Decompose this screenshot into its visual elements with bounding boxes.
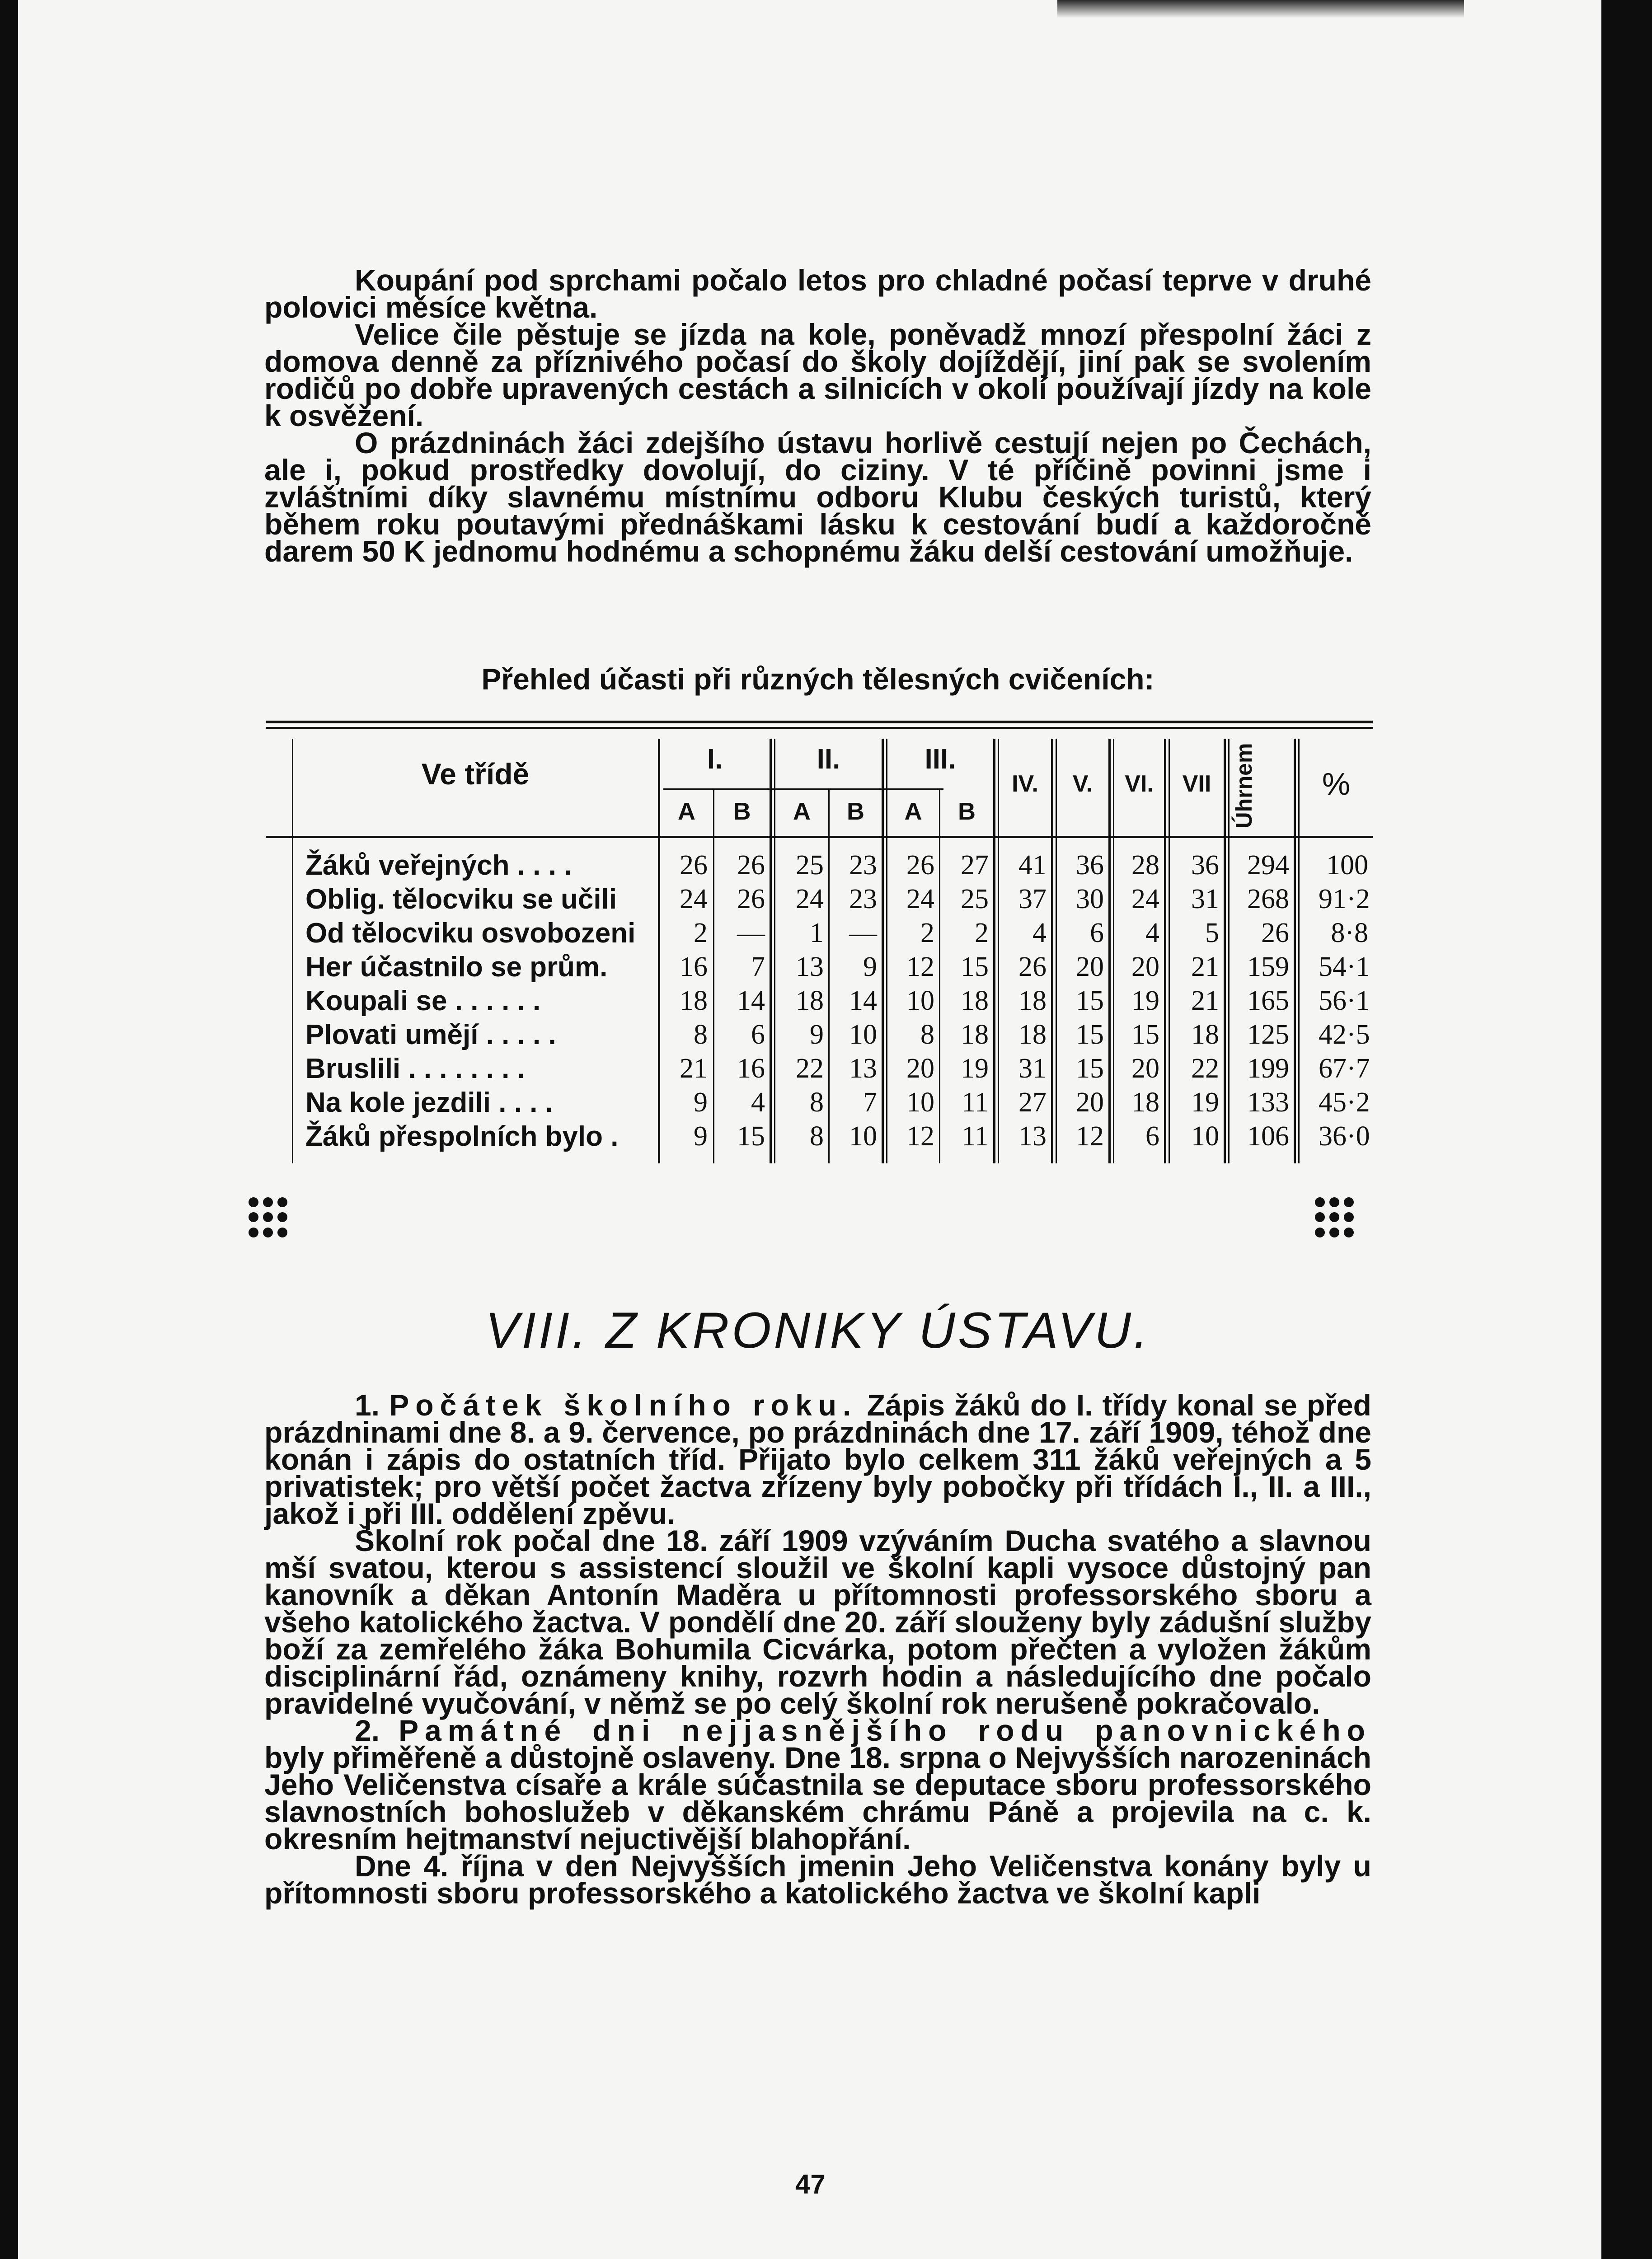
table-cell: 4 [1032, 918, 1047, 948]
table-cell: 56·1 [1319, 985, 1370, 1016]
table-cell: 45·2 [1319, 1087, 1370, 1118]
table-cell: 14 [737, 985, 765, 1016]
table-cell: 18 [1191, 1019, 1219, 1050]
section-2-number: 2. [355, 1714, 380, 1747]
table-cell: 13 [796, 951, 824, 982]
table-cell: 8·8 [1331, 918, 1368, 948]
table-cell: 15 [1076, 1019, 1104, 1050]
table-cell: 18 [961, 985, 989, 1016]
section-2-paragraph-2: Dne 4. října v den Nejvyšších jmenin Jeho Veličenstva konány byly u přítomnosti sboru professorského a katolického žactva ve školní kapli [264, 1849, 1371, 1910]
row-label: Oblig. tělocviku se učili [305, 884, 617, 915]
table-cell: 106 [1247, 1121, 1289, 1152]
table-cell: 26 [737, 884, 765, 914]
table-cell: 125 [1247, 1019, 1289, 1050]
table-cell: 21 [1191, 985, 1219, 1016]
header-total: Úhrnem [1231, 743, 1257, 829]
table-cell: 16 [680, 951, 708, 982]
table-cell: 19 [1131, 985, 1159, 1016]
table-cell: 268 [1247, 884, 1289, 914]
col-rule [770, 739, 772, 1163]
row-label: Plovati umějí . . . . . [305, 1019, 556, 1050]
table-cell: 15 [1131, 1019, 1159, 1050]
row-label: Koupali se . . . . . . [305, 985, 541, 1017]
table-cell: 19 [1191, 1087, 1219, 1118]
header-sub: A [678, 798, 695, 825]
table-cell: 10 [906, 1087, 934, 1118]
header-class-7: VII [1182, 771, 1211, 797]
ornament-right [1315, 1197, 1356, 1238]
table-cell: 11 [962, 1087, 989, 1118]
table-cell: 26 [680, 850, 708, 881]
intro-text [264, 263, 1371, 568]
row-label: Na kole jezdili . . . . [305, 1087, 553, 1118]
table-cell: 9 [810, 1019, 824, 1050]
table-cell: 24 [906, 884, 934, 914]
section-2 [264, 1714, 1372, 1856]
table-cell: 21 [1191, 951, 1219, 982]
table-cell: 21 [680, 1053, 708, 1084]
table-cell: 41 [1018, 850, 1047, 881]
table-cell: 15 [1076, 985, 1104, 1016]
table-cell: 13 [849, 1053, 877, 1084]
table-cell: 9 [863, 951, 877, 982]
paragraph-travel: O prázdninách žáci zdejšího ústavu horlivě cestují nejen po Čechách, ale i, pokud prostředky dovolují, do ciziny. V té příčině povinni jsme i zvláštními díky slavnému místnímu odboru Klubu českých turistů, který během roku poutavými přednáškami lásku k cestování budí a každoročně darem 50 K jednomu hodnému a schopnému žáku delší cestování umožňuje. [264, 426, 1371, 568]
table-cell: — [737, 918, 765, 948]
section-1-title: Počátek školního roku. [389, 1388, 858, 1422]
table-cell: 6 [1090, 918, 1104, 948]
table-cell: 8 [920, 1019, 934, 1050]
section-1-text: Zápis žáků do I. třídy konal se před prázdninami dne 8. a 9. července, po prázdninách dne 17. září 1909, téhož dne konán i zápis do ostatních tříd. Přijato bylo celkem 311 žáků veřejných a 5 privatistek; pro větší počet žactva zřízeny byly pobočky při třídách I., II. a III., jakož i při III. oddělení zpěvu. [264, 1388, 1371, 1530]
table-cell: 6 [751, 1019, 765, 1050]
header-sub: A [793, 798, 811, 825]
paragraph-shower: Koupání pod sprchami počalo letos pro chladné počasí teprve v druhé polovici měsíce května. [264, 263, 1371, 324]
table-cell: 199 [1247, 1053, 1289, 1084]
table-cell: 27 [1018, 1087, 1047, 1118]
header-percent: % [1322, 766, 1351, 801]
table-cell: 36 [1191, 850, 1219, 881]
table-cell: 36 [1076, 850, 1104, 881]
header-class: Ve třídě [421, 757, 530, 791]
col-rule [1298, 739, 1300, 1163]
col-rule [882, 739, 884, 1163]
header-group-1: I. [707, 744, 723, 775]
table-cell: 2 [975, 918, 989, 948]
table-cell: 18 [1018, 1019, 1047, 1050]
table-cell: 42·5 [1319, 1019, 1370, 1050]
table-cell: 15 [961, 951, 989, 982]
table-cell: 10 [849, 1019, 877, 1050]
col-rule [1228, 739, 1230, 1163]
table-cell: 26 [1261, 918, 1289, 948]
table-cell: 4 [751, 1087, 765, 1118]
header-class-4: IV. [1012, 771, 1038, 797]
table-cell: 14 [849, 985, 877, 1016]
section-1-number: 1. [355, 1388, 380, 1422]
table-cell: 24 [680, 884, 708, 914]
col-rule [1294, 739, 1296, 1163]
chapter-title: VIII. Z KRONIKY ÚSTAVU. [485, 1302, 1150, 1359]
table-cell: 26 [906, 850, 934, 881]
table-cell: 25 [796, 850, 824, 881]
section-1-paragraph-2: Školní rok počal dne 18. září 1909 vzýváním Ducha svatého a slavnou mší svatou, kterou s assistencí sloužil ve školní kapli vysoce důstojný pan kanovník a děkan Antonín Maděra u přítomnosti professorského sboru a všeho katolického žactva. V pondělí dne 20. září slouženy byly zádušní služby boží za zemřelého žáka Bohumila Cicvárka, potom přečten a vyložen žákům disciplinární řád, oznámeny knihy, rozvrh hodin a následujícího dne počalo pravidelné vyučování, v němž se po celý školní rok nerušeně pokračovalo. [264, 1524, 1371, 1720]
table-cell: 28 [1131, 850, 1159, 881]
scan-edge-shadow [1057, 0, 1464, 18]
table-cell: 5 [1205, 918, 1219, 948]
header-sub: A [904, 798, 922, 825]
table-cell: 26 [1018, 951, 1047, 982]
paragraph-cycling: Velice čile pěstuje se jízda na kole, poněvadž mnozí přespolní žáci z domova denně za příznivého počasí do školy dojíždějí, jiní pak se svolením rodičů po dobře upravených cestách a silnicích v okolí používají jízdy na kole k osvěžení. [264, 318, 1371, 432]
table-cell: 15 [737, 1121, 765, 1152]
table-cell: 37 [1018, 884, 1047, 914]
table-cell: 27 [961, 850, 989, 881]
table-cell: 100 [1326, 850, 1368, 881]
table-cell: 20 [906, 1053, 934, 1084]
table-left-rule [292, 739, 293, 1163]
table-cell: 19 [961, 1053, 989, 1084]
table-cell: 11 [962, 1121, 989, 1152]
table-cell: 7 [751, 951, 765, 982]
scan-right-border [1601, 0, 1627, 2259]
table-top-rule-2 [266, 727, 1373, 729]
table-cell: 31 [1018, 1053, 1047, 1084]
table-cell: 22 [1191, 1053, 1219, 1084]
table-cell: — [849, 918, 877, 948]
table-cell: 24 [1131, 884, 1159, 914]
row-label: Žáků veřejných . . . . [305, 850, 572, 881]
table-title: Přehled účasti při různých tělesných cvičeních: [481, 662, 1155, 696]
table-cell: 54·1 [1319, 951, 1370, 982]
col-rule [1224, 739, 1226, 1163]
table-cell: 20 [1076, 1087, 1104, 1118]
table-cell: 2 [920, 918, 934, 948]
table-cell: 30 [1076, 884, 1104, 914]
table-cell: 8 [810, 1121, 824, 1152]
table-subheader-rule [663, 788, 943, 790]
table-header-rule [266, 836, 1373, 838]
table-cell: 8 [810, 1087, 824, 1118]
table-cell: 165 [1247, 985, 1289, 1016]
header-sub: B [733, 798, 751, 825]
row-label: Bruslili . . . . . . . . [305, 1053, 525, 1084]
table-cell: 18 [1131, 1087, 1159, 1118]
table-cell: 9 [694, 1087, 708, 1118]
table-cell: 24 [796, 884, 824, 914]
table-cell: 25 [961, 884, 989, 914]
page-number: 47 [795, 2169, 826, 2199]
table-cell: 12 [906, 1121, 934, 1152]
table-cell: 91·2 [1319, 884, 1370, 914]
table-cell: 20 [1131, 951, 1159, 982]
table-cell: 4 [1145, 918, 1159, 948]
table-cell: 294 [1247, 850, 1289, 881]
table-cell: 31 [1191, 884, 1219, 914]
chronicle-text [264, 1388, 1372, 1910]
header-group-3: III. [925, 744, 956, 775]
col-rule [713, 788, 714, 1163]
row-label: Žáků přespolních bylo . [305, 1121, 619, 1152]
table-cell: 10 [849, 1121, 877, 1152]
table-cell: 159 [1247, 951, 1289, 982]
table-cell: 23 [849, 850, 877, 881]
col-rule [1164, 739, 1166, 1163]
col-rule [1051, 739, 1053, 1163]
table-cell: 15 [1076, 1053, 1104, 1084]
header-sub: B [847, 798, 864, 825]
table-cell: 18 [1018, 985, 1047, 1016]
header-class-5: V. [1072, 771, 1093, 797]
table-cell: 10 [1191, 1121, 1219, 1152]
table-cell: 12 [1076, 1121, 1104, 1152]
ornament-left [249, 1197, 289, 1238]
table-cell: 20 [1131, 1053, 1159, 1084]
header-class-6: VI. [1125, 771, 1154, 797]
table-cell: 23 [849, 884, 877, 914]
table-cell: 67·7 [1319, 1053, 1370, 1084]
table-cell: 16 [737, 1053, 765, 1084]
table-cell: 20 [1076, 951, 1104, 982]
table-cell: 18 [680, 985, 708, 1016]
table-cell: 18 [796, 985, 824, 1016]
row-label: Od tělocviku osvobozeni [305, 918, 636, 949]
section-2-title: Památné dni nejjasnějšího rodu panovnického [399, 1714, 1372, 1747]
table-cell: 26 [737, 850, 765, 881]
table-cell: 1 [810, 918, 824, 948]
page [18, 0, 1627, 2259]
section-2-text: byly přiměřeně a důstojně oslaveny. Dne 18. srpna o Nejvyšších narozeninách Jeho Veličenstva císaře a krále súčastnila se deputace sboru professorského slavnostních bohoslužeb v děkanském chrámu Páně a projevila na c. k. okresním hejtmanství nejuctivější blahopřání. [264, 1741, 1371, 1856]
table-cell: 8 [694, 1019, 708, 1050]
header-group-2: II. [817, 744, 840, 775]
table-cell: 18 [961, 1019, 989, 1050]
table-cell: 6 [1145, 1121, 1159, 1152]
header-sub: B [958, 798, 976, 825]
table-cell: 10 [906, 985, 934, 1016]
col-rule [993, 739, 995, 1163]
section-1 [264, 1388, 1371, 1530]
row-label: Her účastnilo se prům. [305, 951, 608, 983]
table-cell: 133 [1247, 1087, 1289, 1118]
table-cell: 2 [694, 918, 708, 948]
table-cell: 22 [796, 1053, 824, 1084]
participation-table [266, 721, 1373, 1163]
table-cell: 13 [1018, 1121, 1047, 1152]
table-cell: 36·0 [1319, 1121, 1370, 1152]
table-cell: 7 [863, 1087, 877, 1118]
table-top-rule [266, 721, 1373, 723]
table-cell: 12 [906, 951, 934, 982]
table-cell: 9 [694, 1121, 708, 1152]
